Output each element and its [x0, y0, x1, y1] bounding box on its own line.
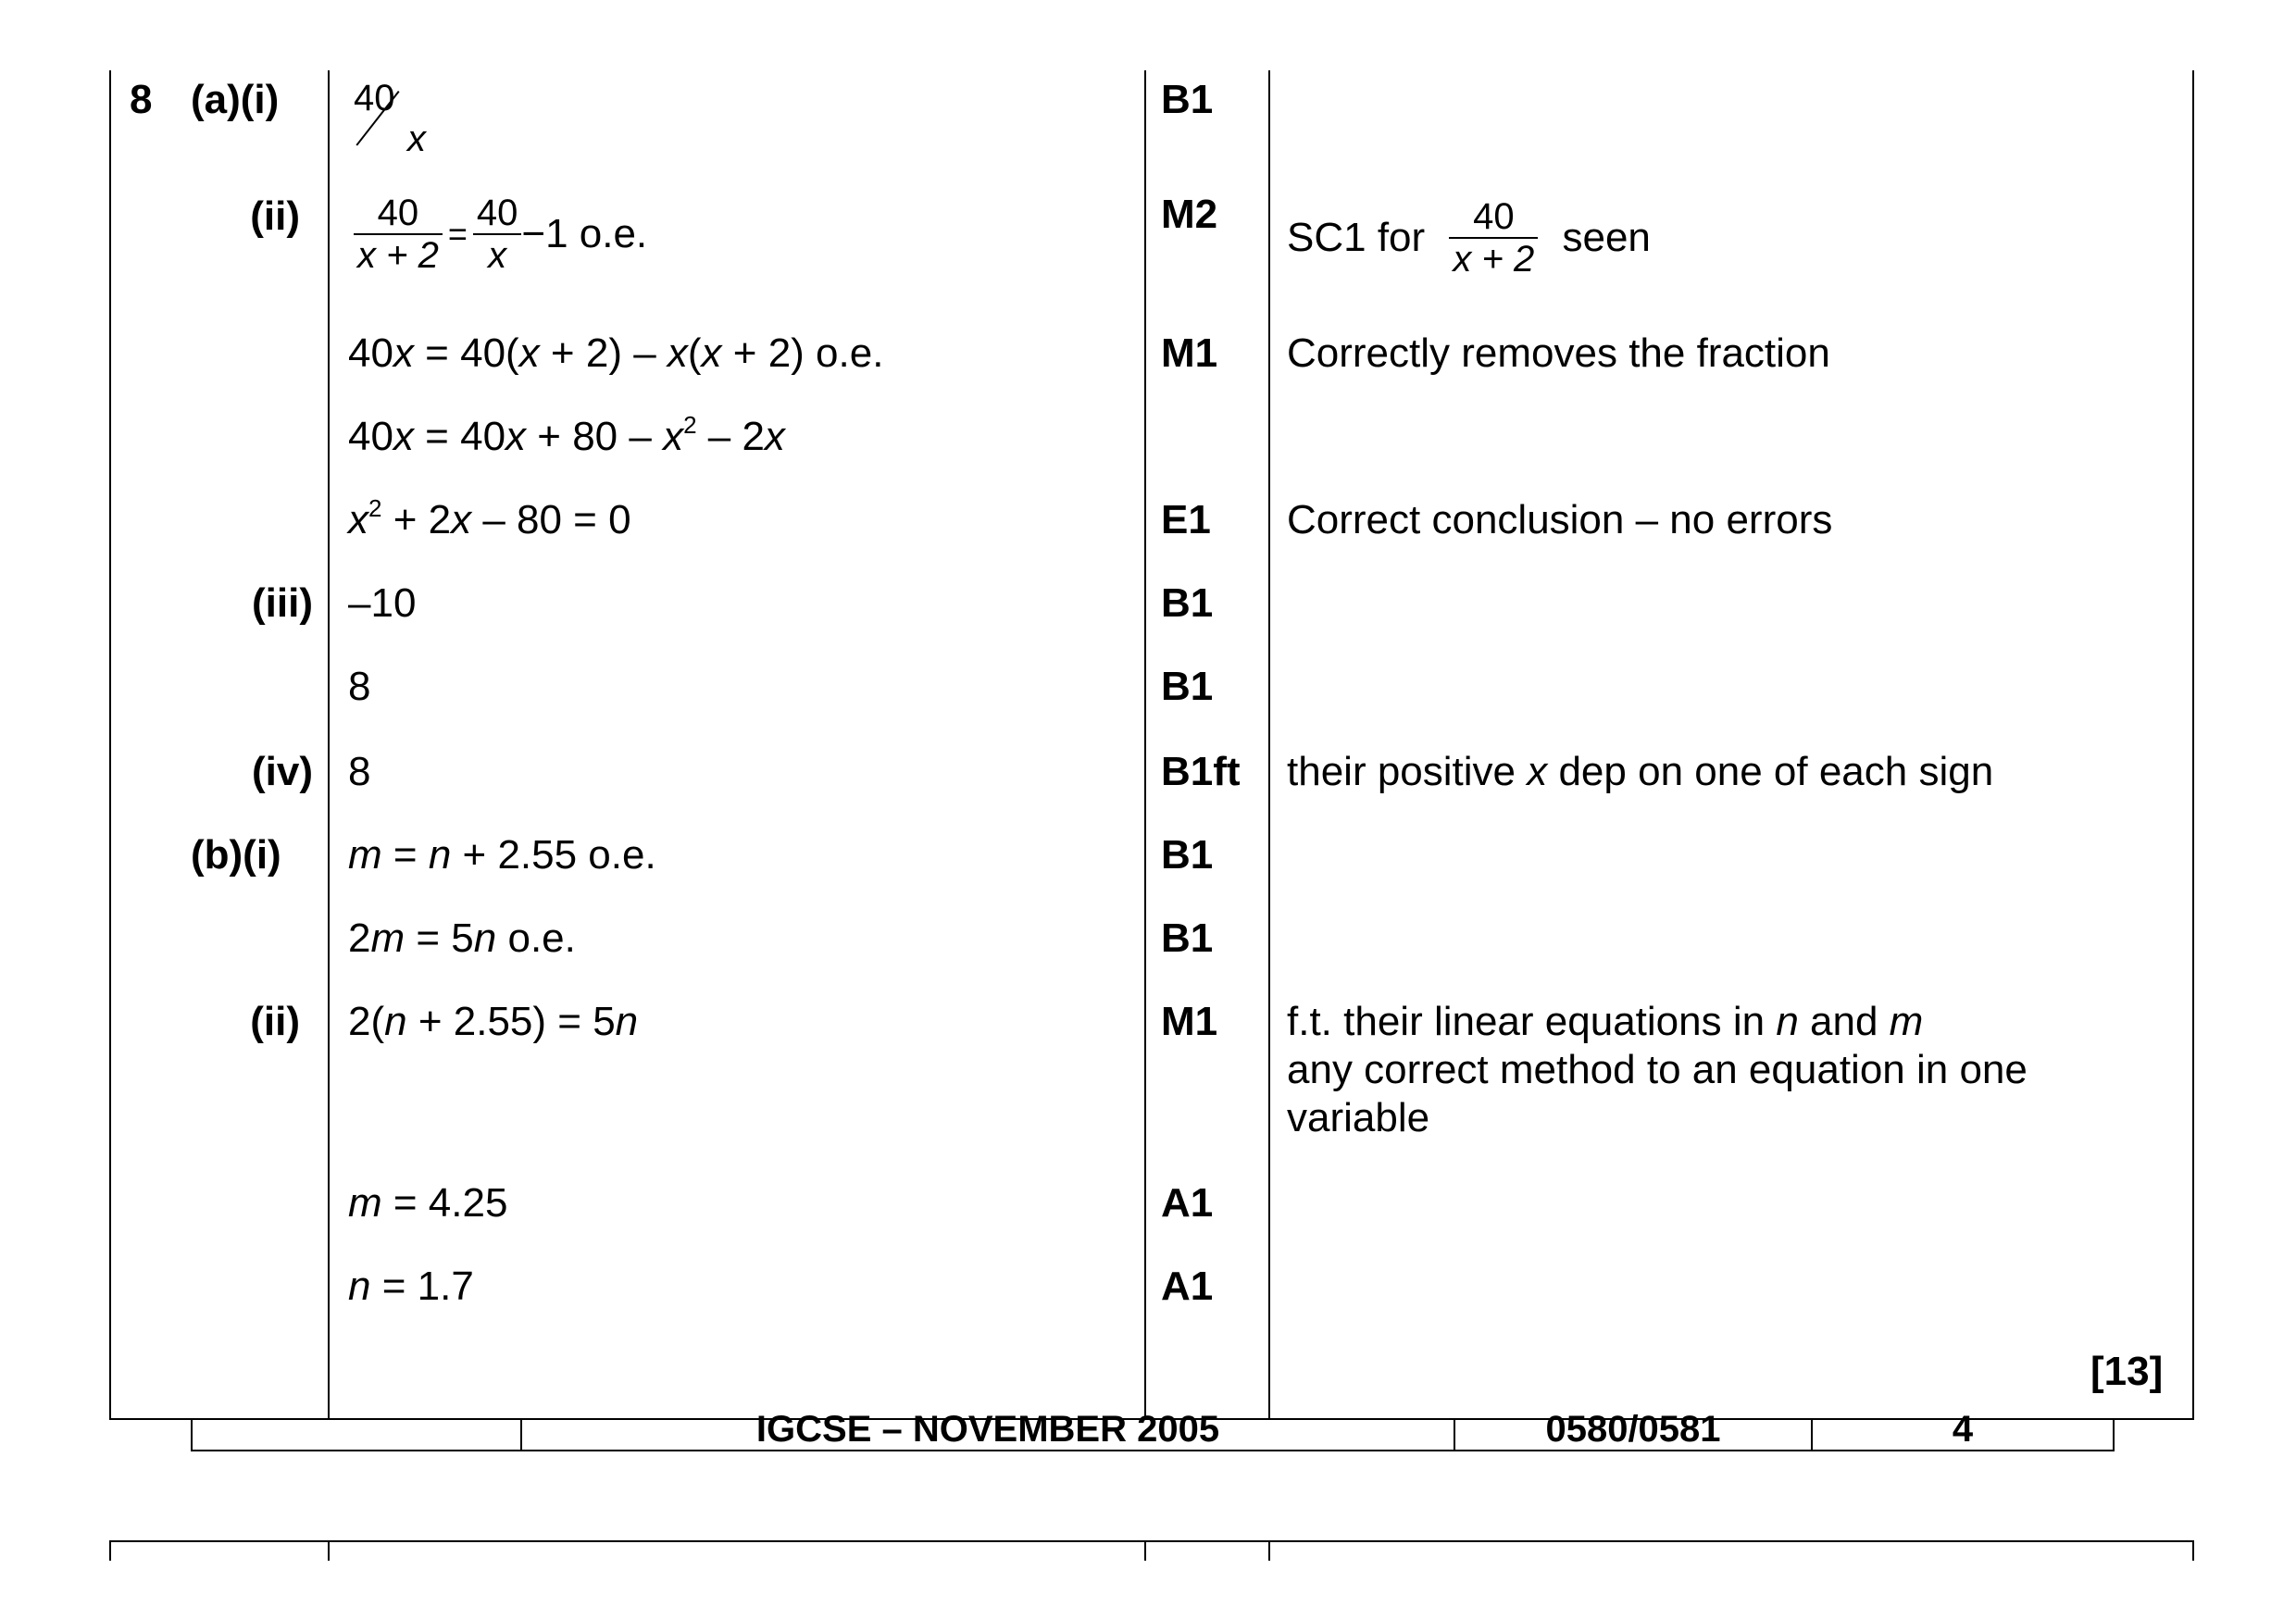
fraction-2: $\frac{40}{x}$ [473, 193, 522, 276]
answer-b-ii-1: 2(n + 2.55) = 5n [348, 999, 639, 1044]
note-a-ii-step1: Correctly removes the fraction [1287, 330, 1830, 376]
footer-border-bottom [191, 1450, 2115, 1451]
part-label-a-ii: (ii) [250, 193, 300, 239]
part-label-a-i: (a)(i) [191, 77, 280, 122]
footer-border-left [191, 1418, 193, 1451]
note-b-ii-line2: any correct method to an equation in one [1287, 1047, 2028, 1092]
note-a-ii: SC1 for $\frac{40}{x + 2}$ seen [1287, 196, 1651, 280]
mark-a-iii-2: B1 [1161, 664, 1214, 709]
mark-b-ii-3: A1 [1161, 1264, 1214, 1309]
part-label-b-ii: (ii) [250, 999, 300, 1044]
answer-a-ii-step1: 40x = 40(x + 2) – x(x + 2) o.e. [348, 330, 884, 376]
mark-b-i-1: B1 [1161, 832, 1214, 878]
mark-a-ii: M2 [1161, 192, 1218, 237]
answer-a-iii-1: –10 [348, 580, 417, 626]
answer-b-ii-2: m = 4.25 [348, 1180, 508, 1226]
answer-a-iii-2: 8 [348, 664, 371, 709]
next-table-left [109, 1540, 111, 1561]
question-number: 8 [130, 77, 153, 122]
slash-fraction: 40 x [354, 78, 426, 159]
mark-a-i: B1 [1161, 77, 1214, 122]
part-label-b-i: (b)(i) [191, 832, 281, 878]
table-border-answer [1144, 70, 1146, 1420]
mark-b-i-2: B1 [1161, 915, 1214, 961]
answer-b-ii-3: n = 1.7 [348, 1264, 474, 1309]
next-table-mark [1268, 1540, 1270, 1561]
next-table-right [2192, 1540, 2194, 1561]
mark-a-iii-1: B1 [1161, 580, 1214, 626]
mark-a-ii-step3: E1 [1161, 497, 1211, 542]
answer-a-i [354, 78, 455, 172]
mark-a-iv: B1ft [1161, 749, 1241, 794]
answer-a-ii-step2: $40x = 40x + 80 - x^2 - 2x$ [348, 411, 785, 459]
footer-paper-number: 4 [1952, 1409, 1974, 1450]
answer-b-i-2: 2m = 5n o.e. [348, 915, 576, 961]
footer-border-right [2113, 1418, 2115, 1451]
note-b-ii-line1: f.t. their linear equations in n and m [1287, 999, 1924, 1044]
next-table-top [109, 1540, 2194, 1542]
table-border-mark [1268, 70, 1270, 1420]
note-a-iv: their positive x dep on one of each sign [1287, 749, 1994, 794]
table-border-left [109, 70, 111, 1420]
answer-a-ii-equation: $\frac{40}{x + 2}$ = $\frac{40}{x}$ −1 o.e. [354, 193, 647, 276]
answer-a-ii-step3: $x^2 + 2x - 80 = 0$ [348, 494, 631, 542]
fraction-1: $\frac{40}{x + 2}$ [354, 193, 443, 276]
mark-a-ii-step1: M1 [1161, 330, 1218, 376]
answer-a-iv: 8 [348, 749, 371, 794]
next-table-answer [1144, 1540, 1146, 1561]
answer-b-i-1: m = n + 2.55 o.e. [348, 832, 656, 878]
question-total: [13] [2090, 1349, 2164, 1394]
note-fraction: $\frac{40}{x + 2}$ [1449, 196, 1538, 280]
next-table-qpart [328, 1540, 330, 1561]
note-b-ii-line3: variable [1287, 1095, 1430, 1140]
footer-syllabus-code: 0580/0581 [1545, 1409, 1721, 1450]
note-a-ii-step3: Correct conclusion – no errors [1287, 497, 1833, 542]
table-border-right [2192, 70, 2194, 1420]
table-border-qpart [328, 70, 330, 1420]
part-label-a-iii: (iii) [252, 580, 313, 626]
part-label-a-iv: (iv) [252, 749, 313, 794]
mark-b-ii-1: M1 [1161, 999, 1218, 1044]
footer-exam-title: IGCSE – NOVEMBER 2005 [755, 1409, 1220, 1450]
mark-b-ii-2: A1 [1161, 1180, 1214, 1226]
